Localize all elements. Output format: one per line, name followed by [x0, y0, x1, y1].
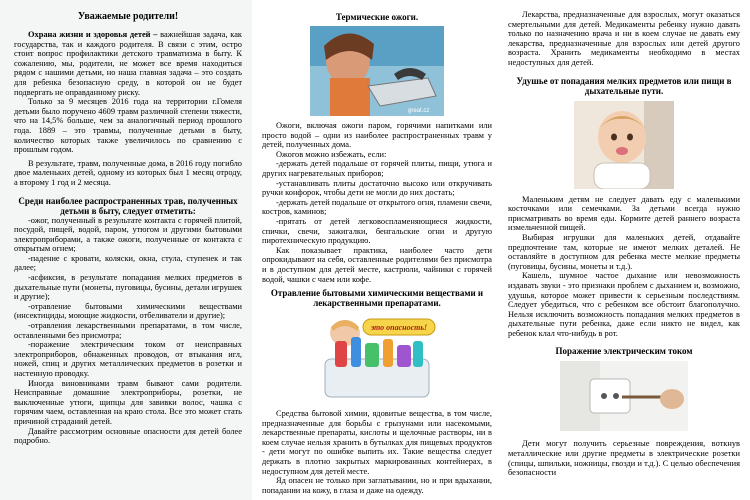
parents-cause-paragraph: Иногда виновниками травм бывают сами родители. Неисправные домашние электроприборы, розетки, не выключенные утюги, щипцы для завивки волос, чашка с горячим чаем, оставленная на краю стола. Все это может стать причиной страданий детей.	[14, 378, 242, 426]
airway-paragraph-2: Выбирая игрушки для маленьких детей, отдавайте предпочтение там, которые не имеют мелких деталей. Не оставляйте в доступном для ребенка месте мелкие предметы (пуговицы, бусины, монеты и т.д.).	[508, 232, 740, 271]
list-item: -держать детей подальше от открытого огня, пламени свечи, костров, каминов;	[262, 197, 492, 217]
list-item: -отравления лекарственными препаратами, в том числе, оставленными без присмотра;	[14, 321, 242, 340]
baby-photo	[574, 101, 674, 189]
chemicals-illustration	[307, 311, 447, 403]
injuries-list-heading: Среди наиболее распространенных трав, полученных детьми в быту, следует отметить:	[18, 195, 238, 216]
airway-paragraph-1: Маленьким детям не следует давать еду с маленькими косточками или семечками. За детьми всегда нужно присматривать во время еды. Кормите детей раннего возраста измельченной пищей.	[508, 194, 740, 233]
burns-paragraph-3: Как показывает практика, наиболее часто дети опрокидывают на себя, оставленные родителями без присмотра и в доступном для детей месте, кастрюли, чайники с горячей водой, чашки с чаем или кофе.	[262, 245, 492, 284]
intro-paragraph	[14, 30, 242, 97]
title-dear-parents: Уважаемые родители!	[77, 11, 179, 22]
list-item: -ожог, полученный в результате контакта с горячей плитой, посудой, пищей, водой, паром, утюгом и другими бытовыми электроприборами, а также ожоги, полученные от контакта с открытым огнем;	[14, 215, 242, 254]
baby-illustration	[574, 101, 674, 189]
airway-paragraph-3: Кашель, шумное частое дыхание или невозможность издавать звуки - это признаки проблем с дыханием и, возможно, удушья, которое может привести к серьезным последствиям. Следует убедиться, что с ребенком все обстоит благополучно. Нельзя исключить возможность попадания мелких предметов в дыхательные пути ребенка, даже если никто не видел, как ребенок клал что-нибудь в рот.	[508, 271, 740, 338]
airway-title: Удушье от попадания мелких предметов или пищи в дыхательные пути.	[516, 75, 732, 96]
closing-paragraph: Давайте рассмотрим основные опасности для детей более подробно.	[14, 426, 242, 446]
column-2	[252, 0, 500, 500]
poison-title: Отравление бытовыми химическими веществами и лекарственными препаратами.	[270, 288, 484, 309]
list-item: -держать детей подальше от горячей плиты, пищи, утюга и других нагревательных приборов;	[262, 159, 492, 178]
socket-photo	[560, 361, 688, 431]
chemicals-drawing	[307, 311, 447, 403]
electric-shock-title: Поражение электрическим током	[555, 346, 693, 357]
medicine-paragraph: Лекарства, предназначенные для взрослых, могут оказаться смертельными для детей. Медикаменты ребенку нужно давать только по назначению врача и ни в коем случае не давать ему лекарства, предназначенные для взрослых или детей другого возраста. Хранить медикаменты необходимо в местах недоступных для детей.	[508, 10, 740, 67]
intro-bold: Охрана жизни и здоровья детей –	[28, 30, 158, 39]
burns-title: Термические ожоги.	[335, 12, 419, 22]
column-3	[500, 0, 750, 500]
socket-illustration	[560, 361, 688, 431]
stats-paragraph: Только за 9 месяцев 2016 года на территории г.Гомеля детьми было поручено 4609 травм различной степени тяжести, что на 14,5% больше, чем за аналогичный период прошлого года. 1889 – это травмы, полученные детьми в быту, количество которых также увеличилось по сравнению с прошлым годом.	[14, 97, 242, 155]
child-iron-photo	[310, 26, 444, 116]
column-1	[0, 0, 252, 500]
electric-shock-paragraph: Дети могут получить серьезные повреждения, воткнув металлические или другие предметы в электрические розетки (спицы, шпильки, ножницы, гвозди и т.д.). С целью обеспечения безопасности	[508, 439, 740, 478]
burns-paragraph-1: Ожоги, включая ожоги паром, горячими напитками или просто водой – одни из наиболее распространенных травм у детей, полученных дома.	[262, 121, 492, 150]
poison-paragraph-2: Яд опасен не только при заглатывании, но и при вдыхании, попадании на кожу, в глаза и даже на одежду.	[262, 476, 492, 495]
child-iron-illustration	[310, 26, 444, 116]
intro-text: важнейшая задача, как государства, так и каждого родителя. В связи с этим, остро стоит вопрос профилактики детского травматизма в быту. К сожалению, мы, родители, не может все время находиться рядом с нашими детьми, но наша главная задача – это создать для ребенка безопасную среду, в которой он не будет подвергать не оправданному риску.	[14, 30, 242, 97]
list-item: -поражение электрическим током от неисправных электроприборов, обнаженных проводов, от втыкания игл, ножей, спиц и других металлических предметов в розетки и настенную проводку.	[14, 340, 242, 378]
list-item: -устанавливать плиты достаточно высоко или откручивать ручки конфорок, чтобы дети не могли до них достать;	[262, 178, 492, 198]
burns-paragraph-2: Ожогов можно избежать, если:	[276, 149, 387, 159]
deaths-paragraph: В результате, травм, полученные дома, в 2016 году погибло двое маленьких детей, одному из которых был 1 месяц отроду, а второму 1 год и 2 месяца.	[14, 158, 242, 187]
photo-watermark: great.cz	[408, 108, 430, 114]
poison-paragraph-1: Средства бытовой химии, ядовитые вещества, в том числе, предназначенные для борьбы с грызунами или насекомыми, лекарственные препараты, кислоты и щелочные растворы, ни в коем случае нельзя хранить в бутылках для пищевых продуктов - дети могут по ошибке выпить их. Такие вещества следует держать в плотно закрытых маркированных контейнерах, в недоступном для детей месте.	[262, 409, 492, 476]
list-item: -отравление бытовыми химическими веществами (инсектициды, моющие жидкости, отбеливатели и другие);	[14, 301, 242, 321]
list-item: -асфиксия, в результате попадания мелких предметов в дыхательные пути (монеты, пуговицы, бусины, детали игрушек и другие);	[14, 273, 242, 302]
list-item: -прятать от детей легковоспламеняющиеся жидкости, спички, свечи, зажигалки, бенгальские огни и другую пиротехническую продукцию.	[262, 216, 492, 246]
list-item: -падение с кровати, коляски, окна, стула, ступенек и так далее;	[14, 253, 242, 273]
danger-badge-text: это опасность!	[370, 323, 428, 333]
